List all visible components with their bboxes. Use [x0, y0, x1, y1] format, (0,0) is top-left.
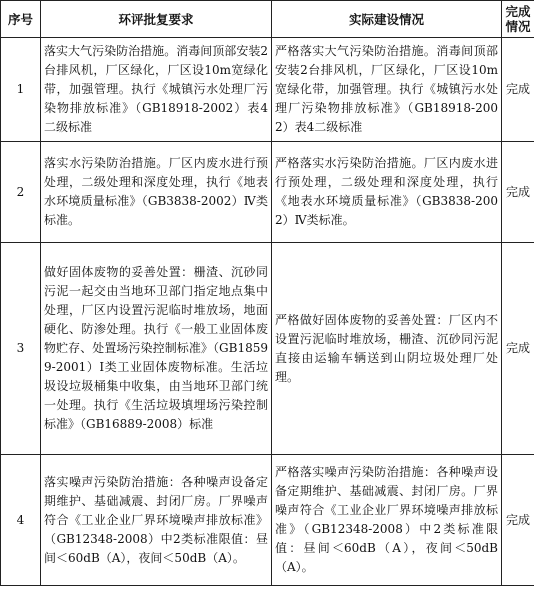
row-actual: 严格落实大气污染防治措施。消毒间顶部安装2台排风机，厂区绿化，厂区设10m宽绿化带，加强管理。执行《城镇污水处理厂污染物排放标准》（GB18918-2002）表4二级标准 — [272, 38, 502, 142]
row-actual: 严格落实水污染防治措施。厂区内废水进行预处理，二级处理和深度处理，执行《地表水环境质量标准》（GB3838-2002）Ⅳ类标准。 — [272, 142, 502, 243]
row-requirement: 落实大气污染防治措施。消毒间顶部安装2台排风机，厂区绿化，厂区设10m宽绿化带，加强管理。执行《城镇污水处理厂污染物排放标准》（GB18918-2002）表4二级标准 — [41, 38, 272, 142]
row-status: 完成 — [502, 38, 534, 142]
header-row — [1, 1, 534, 38]
row-seq: 3 — [1, 243, 41, 455]
row-seq: 4 — [1, 455, 41, 586]
row-status: 完成 — [502, 455, 534, 586]
header-status: 完成情况 — [502, 1, 534, 38]
table-row — [1, 38, 534, 142]
header-actual: 实际建设情况 — [272, 1, 502, 38]
row-status: 完成 — [502, 243, 534, 455]
row-actual: 严格落实噪声污染防治措施：各种噪声设备定期维护、基础减震、封闭厂房。厂界噪声符合《工业企业厂界环境噪声排放标准》（GB12348-2008）中2类标准限值：昼间＜60dB（A），夜间＜50dB（A）。 — [272, 455, 502, 586]
row-seq: 2 — [1, 142, 41, 243]
row-status: 完成 — [502, 142, 534, 243]
header-seq: 序号 — [1, 1, 41, 38]
row-seq: 1 — [1, 38, 41, 142]
row-requirement: 做好固体废物的妥善处置：栅渣、沉砂同污泥一起交由当地环卫部门指定地点集中处理，厂区内设置污泥临时堆放场，地面硬化、防渗处理。执行《一般工业固体废物贮存、处置场污染控制标准》（GB18599-2001）Ⅰ类工业固体废物标准。生活垃圾设垃圾桶集中收集，由当地环卫部门统一处理。执行《生活垃圾填埋场污染控制标准》（GB16889-2008）标准 — [41, 243, 272, 455]
row-actual: 严格做好固体废物的妥善处置：厂区内不设置污泥临时堆放场，栅渣、沉砂同污泥直接由运输车辆送到山阴垃圾处理厂处理。 — [272, 243, 502, 455]
table-row — [1, 455, 534, 586]
row-requirement: 落实噪声污染防治措施：各种噪声设备定期维护、基础减震、封闭厂房。厂界噪声符合《工业企业厂界环境噪声排放标准》（GB12348-2008）中2类标准限值：昼间＜60dB（A），夜间＜50dB（A）。 — [41, 455, 272, 586]
table-row — [1, 142, 534, 243]
header-requirement: 环评批复要求 — [41, 1, 272, 38]
table-row — [1, 243, 534, 455]
row-requirement: 落实水污染防治措施。厂区内废水进行预处理，二级处理和深度处理，执行《地表水环境质量标准》（GB3838-2002）Ⅳ类标准。 — [41, 142, 272, 243]
